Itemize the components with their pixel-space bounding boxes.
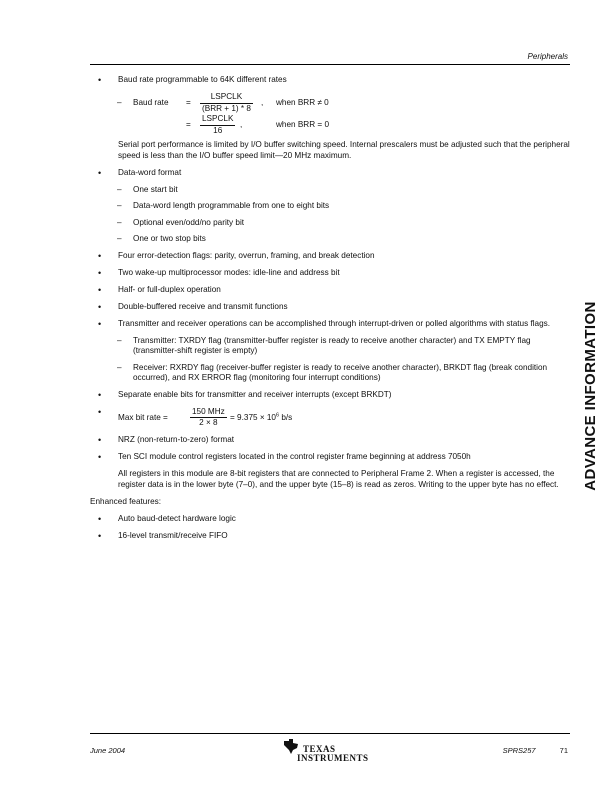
dash-item: – Data-word length programmable from one to eight bits xyxy=(90,201,570,212)
max-bit-result xyxy=(230,413,292,424)
eq-equals: = xyxy=(186,98,191,107)
max-bit-label: • Max bit rate = xyxy=(118,412,168,422)
dash-item-transmitter: – Transmitter: TXRDY flag (transmitter-buffer register is ready to receive another character) and TX EMPTY flag (transmitter-shift register is empty) xyxy=(90,336,570,357)
eq-label: Baud rate xyxy=(133,98,169,107)
ti-logo xyxy=(283,738,369,764)
ti-logo-line1: TEXAS xyxy=(303,744,336,754)
baud-fraction-1 xyxy=(200,92,253,114)
baud-equation-2 xyxy=(90,114,570,136)
header-section-title: Peripherals xyxy=(527,52,568,61)
baud-cond-1: when BRR ≠ 0 xyxy=(276,98,329,107)
eq-dash: – xyxy=(117,98,122,107)
footer-doc-id: SPRS257 xyxy=(502,746,536,755)
footer-rule xyxy=(90,733,570,734)
baud-equation-1 xyxy=(90,92,570,114)
sci-registers-note: All registers in this module are 8-bit registers that are connected to Peripheral Frame 2. When a register is accessed, the register data is in the lower byte (7–0), and the upper byte (15–8) is read as zeros. Writing to the upper byte has no effect. xyxy=(118,469,559,489)
max-bit-den: 2 × 8 xyxy=(199,418,218,427)
baud-note: Serial port performance is limited by I/O buffer switching speed. Internal prescalers must be adjusted such that the peripheral speed is less than the I/O buffer speed limit—20 MHz maximum. xyxy=(118,140,570,160)
bullet-item: • Half- or full-duplex operation xyxy=(90,285,570,296)
bullet-transmitter-receiver: • Transmitter and receiver operations can be accomplished through interrupt-driven or polled algorithms with status flags. xyxy=(90,319,570,330)
bullet-item: • Two wake-up multiprocessor modes: idle-line and address bit xyxy=(90,268,570,279)
bullet-nrz: • NRZ (non-return-to-zero) format xyxy=(90,435,570,446)
eq-comma-1: , xyxy=(261,98,264,107)
enhanced-heading: Enhanced features: xyxy=(90,496,162,506)
max-bit-exponent: 6 xyxy=(275,411,280,418)
advance-information-banner: ADVANCE INFORMATION xyxy=(581,301,599,491)
dash-item-receiver: – Receiver: RXRDY flag (receiver-buffer register is ready to receive another character), BRKDT flag (break condition occurred), and RX ERROR flag (monitoring four interrupt conditions) xyxy=(90,363,570,384)
baud-cond-2: when BRR = 0 xyxy=(276,120,330,129)
max-bit-num: 150 MHz xyxy=(190,407,227,419)
ti-logo-line2: INSTRUMENTS xyxy=(297,753,369,763)
header-rule xyxy=(90,64,570,65)
max-bit-value: = 9.375 × 10 xyxy=(230,412,276,422)
baud-den-2: 16 xyxy=(213,125,223,135)
footer-page-number: 71 xyxy=(559,746,568,755)
bullet-enable-bits: • Separate enable bits for transmitter and receiver interrupts (except BRKDT) xyxy=(90,390,570,401)
bullet-item: • Four error-detection flags: parity, overrun, framing, and break detection xyxy=(90,251,570,262)
bullet-item: • Double-buffered receive and transmit functions xyxy=(90,302,570,313)
eq-comma-2: , xyxy=(240,120,243,129)
max-bit-fraction xyxy=(190,407,227,429)
footer-date: June 2004 xyxy=(90,746,126,755)
baud-fraction-2 xyxy=(200,114,235,136)
bullet-sci-registers: • Ten SCI module control registers located in the control register frame beginning at address 7050h xyxy=(90,452,570,463)
bullet-data-word: • Data-word format xyxy=(90,168,570,179)
dash-item: – One start bit xyxy=(90,185,570,196)
bullet-item: • 16-level transmit/receive FIFO xyxy=(90,531,570,542)
dash-item: – One or two stop bits xyxy=(90,234,570,245)
bullet-baud-rate: • Baud rate programmable to 64K different rates xyxy=(90,75,570,86)
bullet-max-bit-rate xyxy=(90,407,570,429)
bullet-item: • Auto baud-detect hardware logic xyxy=(90,514,570,525)
eq-equals-2: = xyxy=(186,120,191,129)
ti-state-icon xyxy=(283,739,299,754)
footer-right xyxy=(503,746,568,757)
page-body xyxy=(90,75,570,548)
baud-den-1: (BRR + 1) * 8 xyxy=(202,103,251,113)
baud-num-1: LSPCLK xyxy=(200,92,253,104)
max-bit-unit: b/s xyxy=(281,412,293,422)
baud-num-2: LSPCLK xyxy=(200,114,235,126)
dash-item: – Optional even/odd/no parity bit xyxy=(90,218,570,229)
